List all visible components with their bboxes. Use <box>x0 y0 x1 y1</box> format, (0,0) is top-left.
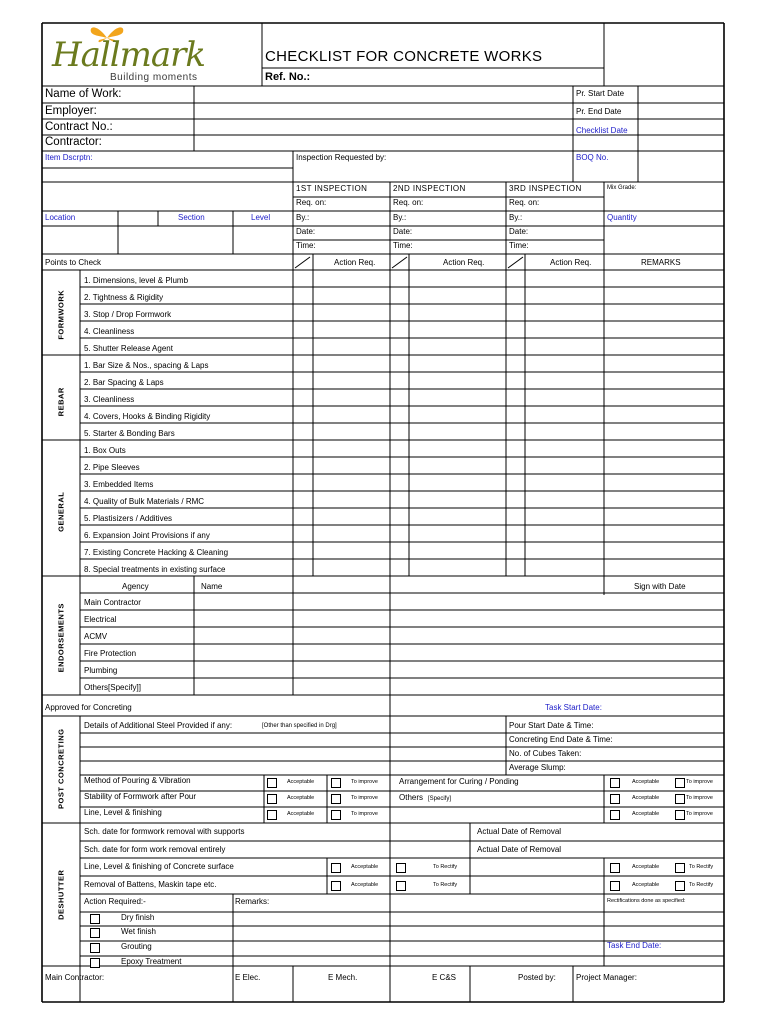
inspection-requested-label: Inspection Requested by: <box>296 153 387 162</box>
check-item: 8. Special treatments in existing surface <box>84 565 226 574</box>
footer-project-manager: Project Manager: <box>576 973 637 982</box>
acceptable-checkbox[interactable] <box>267 778 277 788</box>
to-rectify-checkbox[interactable] <box>675 881 685 891</box>
check-item: 1. Bar Size & Nos., spacing & Laps <box>84 361 209 370</box>
to-rectify-checkbox[interactable] <box>675 863 685 873</box>
task-start-date-label: Task Start Date: <box>545 703 602 712</box>
check-item: 2. Pipe Sleeves <box>84 463 140 472</box>
actual-date-of-removal-label: Actual Date of Removal <box>477 845 562 854</box>
section-label: Section <box>178 213 205 222</box>
to-rectify-label: To Rectify <box>433 882 458 888</box>
deshutter-item: Line, Level & finishing of Concrete surface <box>84 862 234 871</box>
acceptable-label: Acceptable <box>632 779 660 785</box>
footer-e-mech: E Mech. <box>328 973 358 982</box>
footer-posted-by: Posted by: <box>518 973 556 982</box>
check-item: 2. Bar Spacing & Laps <box>84 378 164 387</box>
cubes-taken-label: No. of Cubes Taken: <box>509 749 582 758</box>
logo-tagline: Building moments <box>110 72 198 83</box>
to-improve-checkbox[interactable] <box>331 810 341 820</box>
level-label: Level <box>251 213 271 222</box>
additional-steel-note: [Other than specified in Drg] <box>262 723 337 729</box>
slash-mark <box>295 257 310 268</box>
action-req-2: Action Req. <box>443 258 485 267</box>
check-item: 5. Shutter Release Agent <box>84 344 173 353</box>
to-improve-label: To improve <box>686 795 713 801</box>
time-2: Time: <box>393 241 413 250</box>
post-concreting-group-label: POST CONCRETING <box>56 728 66 809</box>
acceptable-checkbox[interactable] <box>331 863 341 873</box>
check-item: 5. Plastisizers / Additives <box>84 514 173 523</box>
deshutter-item: Removal of Battens, Maskin tape etc. <box>84 880 217 889</box>
mix-grade-label: Mix Grade: <box>607 185 637 191</box>
finish-checkbox[interactable] <box>90 943 100 953</box>
check-item: 2. Tightness & Rigidity <box>84 293 164 302</box>
endorsement-agency: Main Contractor <box>84 598 141 607</box>
boq-no-label: BOQ No. <box>576 153 609 162</box>
finish-checkbox[interactable] <box>90 958 100 968</box>
concreting-end-label: Concreting End Date & Time: <box>509 735 613 744</box>
post-concreting-item: Line, Level & finishing <box>84 808 162 817</box>
check-item: 4. Cleanliness <box>84 327 135 336</box>
hallmark-logo <box>44 22 258 86</box>
by-1: By.: <box>296 213 310 222</box>
form-title: CHECKLIST FOR CONCRETE WORKS <box>265 48 543 65</box>
general-group-label: GENERAL <box>56 491 66 532</box>
acceptable-label: Acceptable <box>287 811 315 817</box>
check-item: 4. Covers, Hooks & Binding Rigidity <box>84 412 211 421</box>
to-rectify-checkbox[interactable] <box>396 863 406 873</box>
others-label: Others <box>399 793 424 802</box>
approved-for-concreting-label: Approved for Concreting <box>45 703 132 712</box>
slash-mark <box>508 257 523 268</box>
name-of-work-label: Name of Work: <box>45 88 122 100</box>
curing-label: Arrangement for Curing / Ponding <box>399 777 519 786</box>
others-note: [Specify] <box>428 796 452 802</box>
acceptable-checkbox[interactable] <box>610 794 620 804</box>
to-improve-checkbox[interactable] <box>675 778 685 788</box>
date-2: Date: <box>393 227 413 236</box>
acceptable-label: Acceptable <box>351 864 379 870</box>
finish-checkbox[interactable] <box>90 928 100 938</box>
item-description-label: Item Dscrptn: <box>45 153 93 162</box>
action-required-label: Action Required:- <box>84 897 146 906</box>
acceptable-label: Acceptable <box>632 864 660 870</box>
post-concreting-item: Method of Pouring & Vibration <box>84 776 191 785</box>
post-concreting-item: Stability of Formwork after Pour <box>84 792 197 801</box>
remarks-header: REMARKS <box>641 258 681 267</box>
to-rectify-label: To Rectify <box>689 864 714 870</box>
rectifications-label: Rectifications done as specified: <box>607 898 686 904</box>
endorsement-agency: ACMV <box>84 632 108 641</box>
finish-option-label: Epoxy Treatment <box>121 957 182 966</box>
pr-end-date-label: Pr. End Date <box>576 107 622 116</box>
actual-date-of-removal-label: Actual Date of Removal <box>477 827 562 836</box>
rebar-group-label: REBAR <box>56 387 66 417</box>
acceptable-label: Acceptable <box>287 795 315 801</box>
finish-option-label: Wet finish <box>121 927 156 936</box>
footer-e-elec: E Elec. <box>235 973 261 982</box>
acceptable-label: Acceptable <box>287 779 315 785</box>
time-3: Time: <box>509 241 529 250</box>
agency-header: Agency <box>122 582 149 591</box>
req-on-2: Req. on: <box>393 198 424 207</box>
to-improve-label: To improve <box>351 811 378 817</box>
ref-no-label: Ref. No.: <box>265 71 311 83</box>
endorsement-agency: Fire Protection <box>84 649 137 658</box>
check-item: 6. Expansion Joint Provisions if any <box>84 531 210 540</box>
average-slump-label: Average Slump: <box>509 763 566 772</box>
acceptable-checkbox[interactable] <box>331 881 341 891</box>
check-item: 1. Dimensions, level & Plumb <box>84 276 189 285</box>
additional-steel-label: Details of Additional Steel Provided if any: <box>84 721 233 730</box>
to-rectify-label: To Rectify <box>433 864 458 870</box>
check-item: 3. Stop / Drop Formwork <box>84 310 172 319</box>
finish-option-label: Dry finish <box>121 913 155 922</box>
endorsements-group-label: ENDORSEMENTS <box>56 603 66 673</box>
acceptable-checkbox[interactable] <box>610 810 620 820</box>
by-2: By.: <box>393 213 407 222</box>
to-improve-label: To improve <box>686 779 713 785</box>
contractor-label: Contractor: <box>45 136 102 148</box>
finish-option-label: Grouting <box>121 942 152 951</box>
action-req-3: Action Req. <box>550 258 592 267</box>
check-item: 4. Quality of Bulk Materials / RMC <box>84 497 205 506</box>
pour-start-label: Pour Start Date & Time: <box>509 721 594 730</box>
acceptable-checkbox[interactable] <box>610 778 620 788</box>
to-improve-checkbox[interactable] <box>675 810 685 820</box>
date-1: Date: <box>296 227 316 236</box>
endorsement-agency: Plumbing <box>84 666 118 675</box>
req-on-3: Req. on: <box>509 198 540 207</box>
formwork-group-label: FORMWORK <box>56 289 66 340</box>
contract-no-label: Contract No.: <box>45 121 113 133</box>
name-header: Name <box>201 582 223 591</box>
check-item: 3. Cleanliness <box>84 395 135 404</box>
deshutter-item: Sch. date for form work removal entirely <box>84 845 226 854</box>
check-item: 5. Starter & Bonding Bars <box>84 429 175 438</box>
check-item: 7. Existing Concrete Hacking & Cleaning <box>84 548 229 557</box>
to-improve-label: To improve <box>351 779 378 785</box>
to-rectify-label: To Rectify <box>689 882 714 888</box>
remarks-label: Remarks: <box>235 897 270 906</box>
deshutter-item: Sch. date for formwork removal with supports <box>84 827 245 836</box>
acceptable-checkbox[interactable] <box>267 810 277 820</box>
inspection-1-label: 1ST INSPECTION <box>296 184 368 193</box>
acceptable-label: Acceptable <box>632 882 660 888</box>
to-improve-checkbox[interactable] <box>331 778 341 788</box>
acceptable-label: Acceptable <box>632 811 660 817</box>
slash-mark <box>392 257 407 268</box>
inspection-2-label: 2ND INSPECTION <box>393 184 466 193</box>
acceptable-label: Acceptable <box>632 795 660 801</box>
to-improve-label: To improve <box>351 795 378 801</box>
acceptable-checkbox[interactable] <box>610 863 620 873</box>
inspection-3-label: 3RD INSPECTION <box>509 184 582 193</box>
action-req-1: Action Req. <box>334 258 376 267</box>
logo-wordmark: Hallmark <box>52 35 206 75</box>
checklist-date-label: Checklist Date <box>576 126 628 135</box>
req-on-1: Req. on: <box>296 198 327 207</box>
sign-with-date-header: Sign with Date <box>634 582 686 591</box>
to-improve-checkbox[interactable] <box>675 794 685 804</box>
footer-e-cs: E C&S <box>432 973 457 982</box>
deshutter-group-label: DESHUTTER <box>56 869 66 920</box>
endorsement-agency: Electrical <box>84 615 117 624</box>
endorsement-agency: Others[Specify]] <box>84 683 141 692</box>
quantity-label: Quantity <box>607 213 637 222</box>
acceptable-checkbox[interactable] <box>610 881 620 891</box>
to-rectify-checkbox[interactable] <box>396 881 406 891</box>
finish-checkbox[interactable] <box>90 914 100 924</box>
check-item: 1. Box Outs <box>84 446 126 455</box>
footer-main-contractor: Main Contractor: <box>45 973 105 982</box>
acceptable-checkbox[interactable] <box>267 794 277 804</box>
date-3: Date: <box>509 227 529 236</box>
task-end-date-label: Task End Date: <box>607 941 662 950</box>
acceptable-label: Acceptable <box>351 882 379 888</box>
employer-label: Employer: <box>45 105 97 117</box>
pr-start-date-label: Pr. Start Date <box>576 89 625 98</box>
time-1: Time: <box>296 241 316 250</box>
check-item: 3. Embedded Items <box>84 480 154 489</box>
to-improve-checkbox[interactable] <box>331 794 341 804</box>
location-label: Location <box>45 213 76 222</box>
to-improve-label: To improve <box>686 811 713 817</box>
by-3: By.: <box>509 213 523 222</box>
points-to-check-label: Points to Check <box>45 258 102 267</box>
